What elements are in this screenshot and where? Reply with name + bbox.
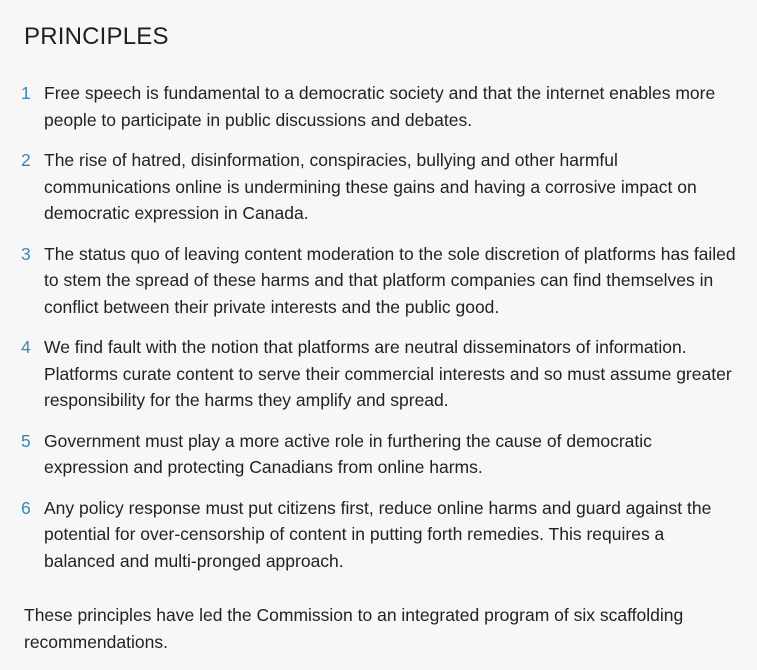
principle-item-1 <box>21 80 737 133</box>
principle-text: Free speech is fundamental to a democratic society and that the internet enables more people to participate in public discussions and debates. <box>44 83 716 130</box>
page-title: PRINCIPLES <box>24 23 169 50</box>
principle-item-5 <box>21 428 737 481</box>
principle-number: 1 <box>21 83 31 103</box>
principle-number: 3 <box>21 243 31 264</box>
principle-text: Any policy response must put citizens first, reduce online harms and guard against the potential for over-censorship of content in putting forth remedies. This requires a balanced and multi-pronged approach. <box>44 497 712 571</box>
principle-text: The rise of hatred, disinformation, conspiracies, bullying and other harmful communications online is undermining these gains and having a corrosive impact on democratic expression in Canada. <box>44 150 697 223</box>
principle-text: The status quo of leaving content moderation to the sole discretion of platforms has failed to stem the spread of these harms and that platform companies can find themselves in conflict between their private interests and the public good. <box>44 243 736 317</box>
principle-item-3 <box>21 241 737 321</box>
principle-item-6 <box>21 495 737 575</box>
principles-list <box>21 80 737 574</box>
principle-item-2 <box>21 147 737 227</box>
principle-item-4 <box>21 334 737 414</box>
conclusion-paragraph: These principles have led the Commission to an integrated program of six scaffolding recommendations. <box>24 605 684 652</box>
principle-text: We find fault with the notion that platforms are neutral disseminators of information. Platforms curate content to serve their commercial interests and so must assume greater responsibility for the harms they amplify and spread. <box>44 337 732 410</box>
principle-number: 4 <box>21 337 31 357</box>
principle-number: 5 <box>21 430 31 451</box>
principle-text: Government must play a more active role in furthering the cause of democratic expression and protecting Canadians from online harms. <box>44 430 652 477</box>
principle-number: 2 <box>21 150 31 170</box>
principle-number: 6 <box>21 497 31 518</box>
